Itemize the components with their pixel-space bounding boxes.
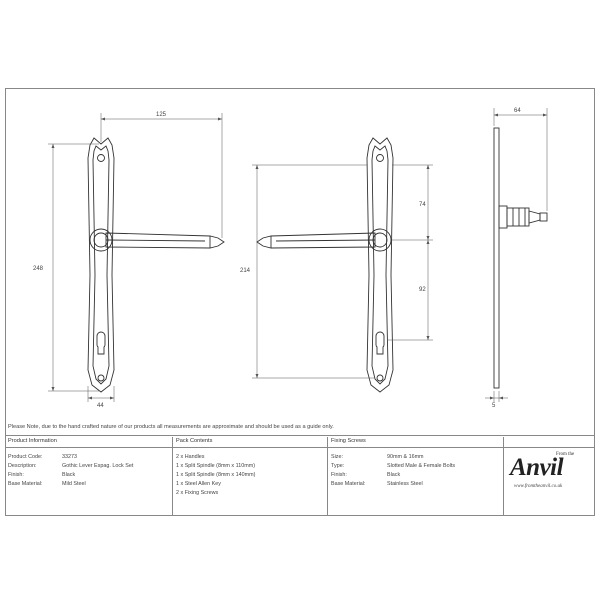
dim-height-inner: 214 [240,268,251,274]
front-view-backplate [88,138,114,392]
pack-item: 2 x Handles [176,454,205,460]
pack-item: 1 x Split Spindle (8mm x 110mm) [176,463,255,469]
info-label: Base Material: [8,481,43,487]
screw-value: Stainless Steel [387,481,423,487]
info-value: Black [62,472,76,478]
product-information-section [6,437,172,515]
dim-upper: 74 [419,202,426,208]
screw-label: Finish: [331,472,347,478]
info-value: Gothic Lever Espag. Lock Set [62,463,134,469]
disclaimer-note: Please Note, due to the hand crafted nature of our products all measurements are approximate and should be used as a guide only. [8,424,334,430]
section-heading: Fixing Screws [331,438,366,444]
dim-height-total: 248 [33,266,44,272]
logo-url: www.fromtheanvil.co.uk [514,484,563,489]
dim-projection: 64 [514,108,521,114]
front-view-lever [90,229,224,251]
table-top-rule [5,435,595,436]
pack-contents-section [174,437,326,515]
screw-value: 90mm & 16mm [387,454,424,460]
pack-item: 2 x Fixing Screws [176,490,219,496]
screw-label: Type: [331,463,345,469]
dim-plate-thickness: 5 [492,403,496,409]
column-divider [172,437,173,515]
column-divider [503,437,504,515]
section-heading: Pack Contents [176,438,213,444]
info-label: Product Code: [8,454,43,460]
anvil-logo [510,452,588,504]
pack-item: 1 x Steel Allen Key [176,481,221,487]
section-heading: Product Information [8,438,57,444]
info-label: Description: [8,463,37,469]
back-view-backplate [367,138,393,392]
dim-lower: 92 [419,287,426,293]
fixing-screws-section [329,437,501,515]
info-value: Mild Steel [62,481,86,487]
pack-item: 1 x Split Spindle (8mm x 140mm) [176,472,256,478]
info-value: 33273 [62,454,77,460]
column-divider [327,437,328,515]
logo-name: Anvil [510,454,564,481]
screw-value: Black [387,472,401,478]
side-view [494,128,547,388]
screw-label: Base Material: [331,481,366,487]
dim-width-total: 125 [156,112,167,118]
dim-plate-width: 44 [97,403,104,409]
back-view-lever [257,229,391,251]
screw-label: Size: [331,454,343,460]
info-label: Finish: [8,472,24,478]
logo-prefix: From the [556,452,575,457]
screw-value: Slotted Male & Female Bolts [387,463,456,469]
